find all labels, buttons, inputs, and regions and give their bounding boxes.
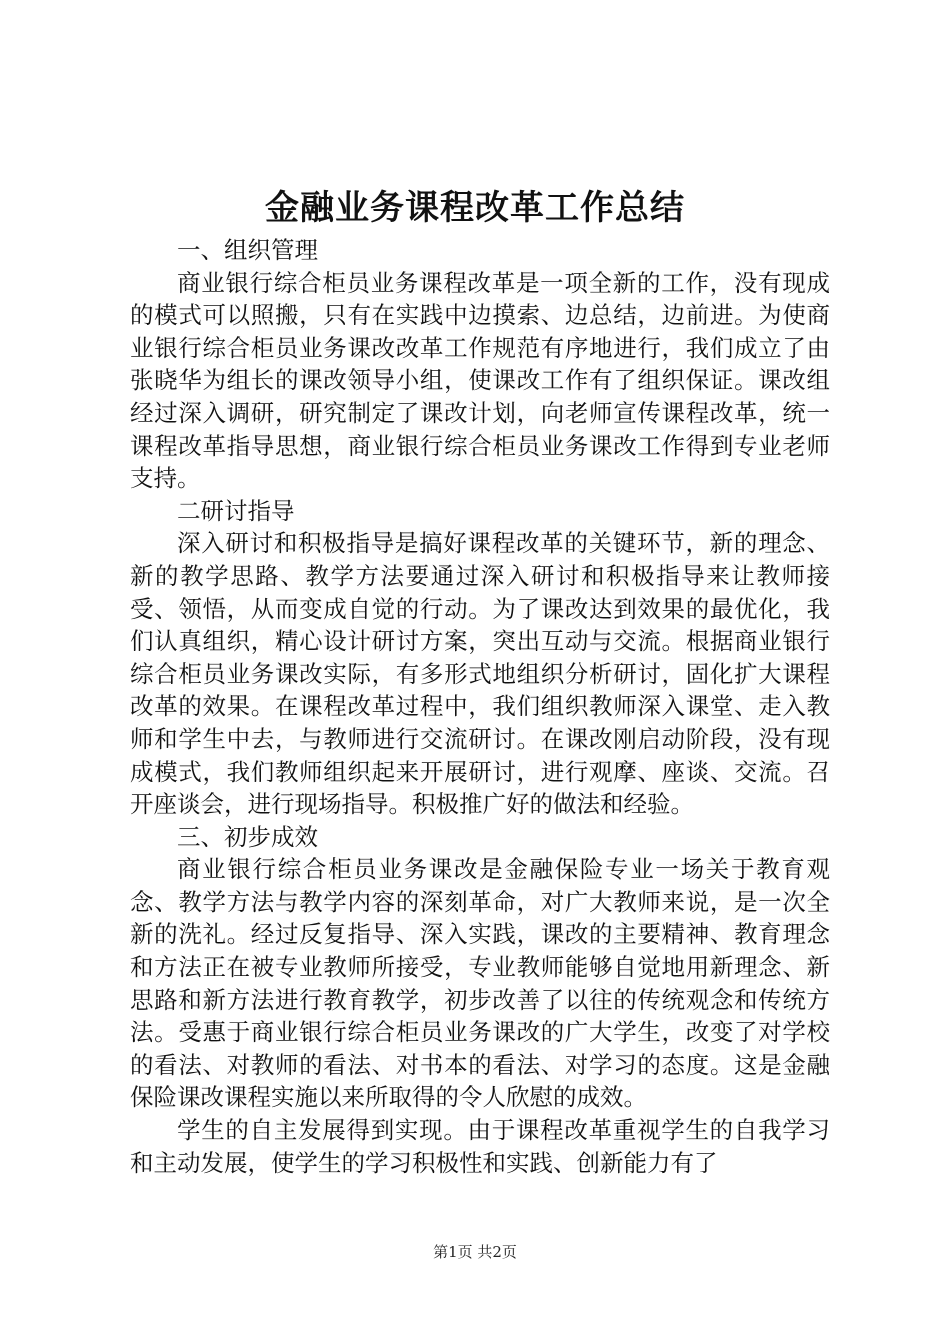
- section-heading: 一、组织管理: [177, 236, 318, 264]
- section-heading: 二研讨指导: [177, 496, 295, 525]
- section-heading: 三、初步成效: [177, 822, 318, 851]
- paragraph: 商业银行综合柜员业务课改是金融保险专业一场关于教育观念、教学方法与教学内容的深刻革命，对广大教师来说，是一次全新的洗礼。经过反复指导、深入实践，课改的主要精神、教育理念和方法正在被专业教师所接受，专业教师能够自觉地用新理念、新思路和新方法进行教育教学，初步改善了以往的传统观念和传统方法。受惠于商业银行综合柜员业务课改的广大学生，改变了对学校的看法、对教师的看法、对书本的看法、对学习的态度。这是金融保险课改课程实施以来所取得的令人欣慰的成效。: [130, 855, 830, 1112]
- document-title: 金融业务课程改革工作总结: [265, 188, 685, 228]
- page-number-footer: 第1页 共2页: [433, 1243, 517, 1261]
- document-body: [130, 234, 830, 1179]
- paragraph: 商业银行综合柜员业务课程改革是一项全新的工作，没有现成的模式可以照搬，只有在实践中边摸索、边总结，边前进。为使商业银行综合柜员业务课改改革工作规范有序地进行，我们成立了由张晓华为组长的课改领导小组，使课改工作有了组织保证。课改组经过深入调研，研究制定了课改计划，向老师宣传课程改革，统一课程改革指导思想，商业银行综合柜员业务课改工作得到专业老师支持。: [130, 268, 830, 493]
- paragraph: 学生的自主发展得到实现。由于课程改革重视学生的自我学习和主动发展，使学生的学习积极性和实践、创新能力有了: [130, 1116, 830, 1177]
- paragraph: 深入研讨和积极指导是搞好课程改革的关键环节，新的理念、新的教学思路、教学方法要通过深入研讨和积极指导来让教师接受、领悟，从而变成自觉的行动。为了课改达到效果的最优化，我们认真组织，精心设计研讨方案，突出互动与交流。根据商业银行综合柜员业务课改实际，有多形式地组织分析研讨，固化扩大课程改革的效果。在课程改革过程中，我们组织教师深入课堂、走入教师和学生中去，与教师进行交流研讨。在课改刚启动阶段，没有现成模式，我们教师组织起来开展研讨，进行观摩、座谈、交流。召开座谈会，进行现场指导。积极推广好的做法和经验。: [130, 529, 830, 819]
